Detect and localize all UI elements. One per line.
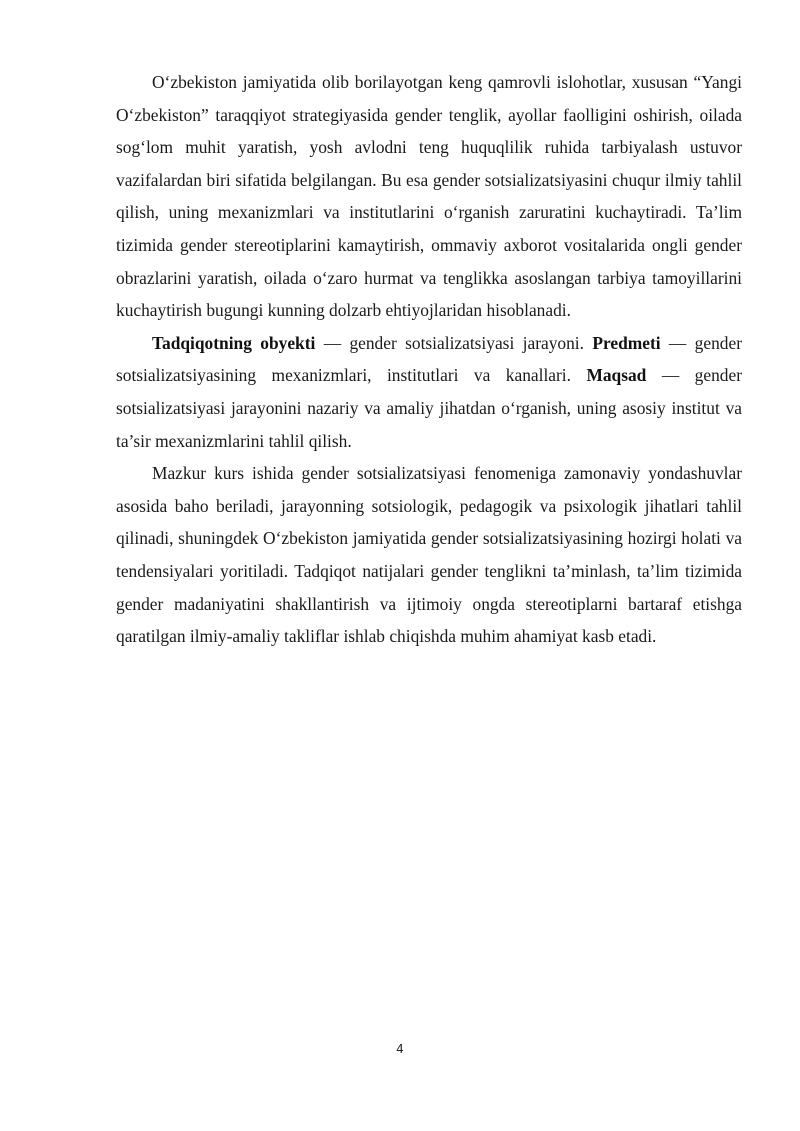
research-goal-text: — gender sotsializatsiyasi jarayonini nazariy va amaliy jihatdan o‘rganish, uning asosiy institut va ta’sir mexanizmlarini tahlil qilish. [116, 365, 742, 451]
research-object-label: Tadqiqotning obyekti [152, 332, 316, 353]
paragraph-conclusion [116, 457, 742, 653]
research-subject-label: Predmeti [592, 332, 661, 353]
paragraph-intro [116, 66, 742, 327]
research-subject-text: — gender sotsializatsiyasining mexanizmlari, institutlari va kanallari. [116, 332, 742, 386]
paragraph-conclusion-text: Mazkur kurs ishida gender sotsializatsiyasi fenomeniga zamonaviy yondashuvlar asosida baho beriladi, jarayonning sotsiologik, pedagogik va psixologik jihatlari tahlil qilinadi, shuningdek O‘zbekiston jamiyatida gender sotsializatsiyasining hozirgi holati va tendensiyalari yoritiladi. Tadqiqot natijalari gender tenglikni ta’minlash, ta’lim tizimida gender madaniyatini shakllantirish va ijtimoiy ongda stereotiplarni bartaraf etishga qaratilgan ilmiy-amaliy takliflar ishlab chiqishda muhim ahamiyat kasb etadi. [116, 463, 742, 647]
paragraph-research-definition [116, 327, 742, 457]
paragraph-intro-text: O‘zbekiston jamiyatida olib borilayotgan keng qamrovli islohotlar, xususan “Yangi O‘zbekiston” taraqqiyot strategiyasida gender tenglik, ayollar faolligini oshirish, oilada sog‘lom muhit yaratish, yosh avlodni teng huquqlilik ruhida tarbiyalash ustuvor vazifalardan biri sifatida belgilangan. Bu esa gender sotsializatsiyasini chuqur ilmiy tahlil qilish, uning mexanizmlari va institutlarini o‘rganish zaruratini kuchaytiradi. Ta’lim tizimida gender stereotiplarini kamaytirish, ommaviy axborot vositalarida ongli gender obrazlarini yaratish, oilada o‘zaro hurmat va tenglikka asoslangan tarbiya tamoyillarini kuchaytirish bugungi kunning dolzarb ehtiyojlaridan hisoblanadi. [116, 72, 742, 321]
body-text [116, 66, 742, 653]
research-goal-label: Maqsad [586, 365, 647, 386]
research-object-text: — gender sotsializatsiyasi jarayoni. [315, 332, 593, 353]
page-number: 4 [396, 1042, 404, 1056]
